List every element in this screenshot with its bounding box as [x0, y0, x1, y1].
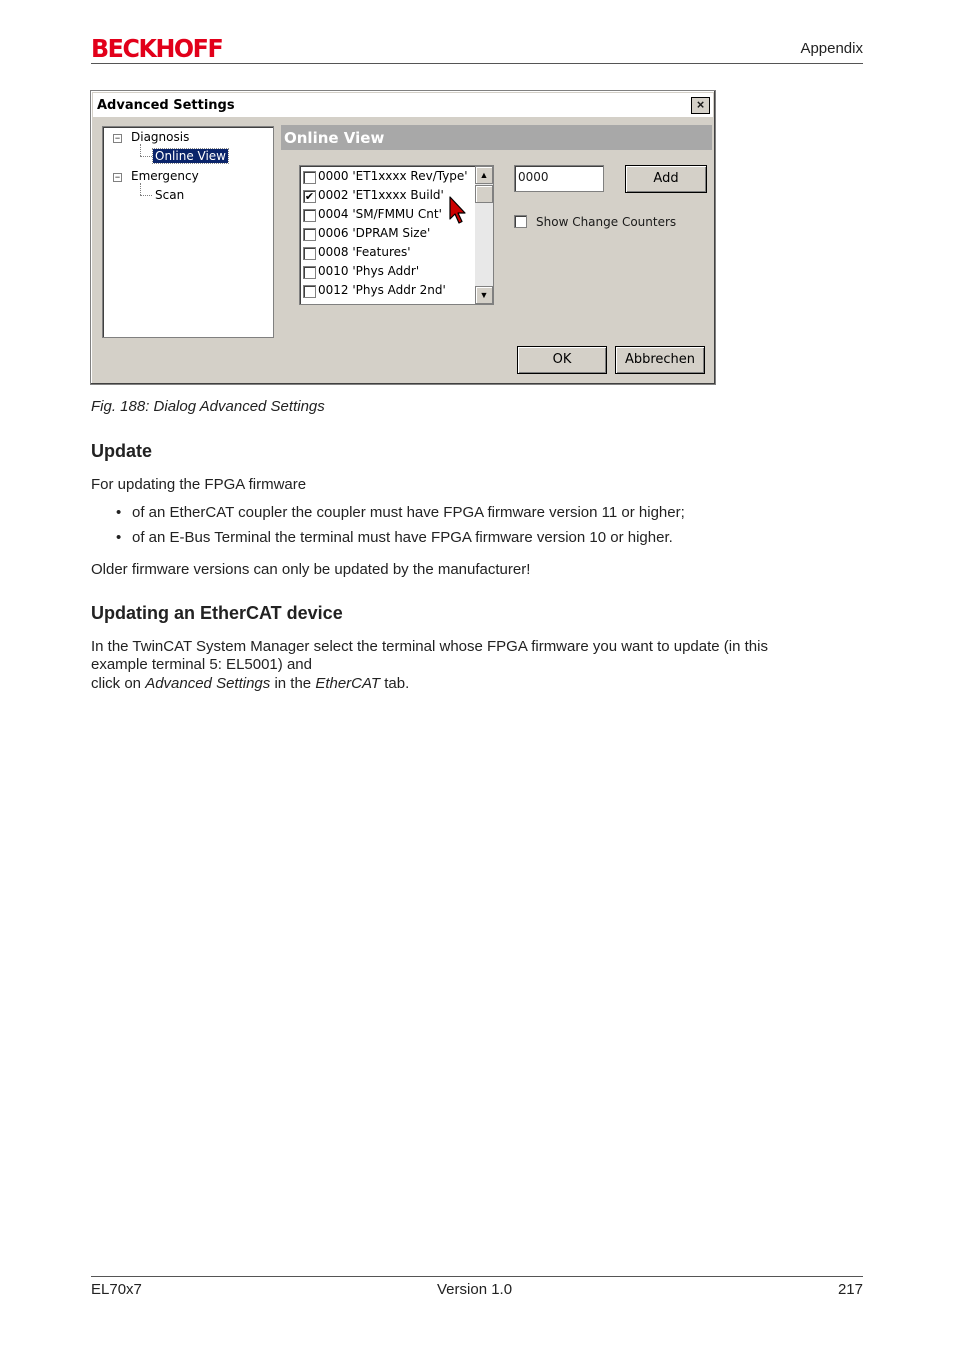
scroll-thumb[interactable]	[475, 185, 493, 203]
bullet-item: of an E-Bus Terminal the terminal must have FPGA firmware version 10 or higher.	[132, 529, 673, 546]
section-heading-updating: Updating an EtherCAT device	[91, 603, 343, 623]
advanced-settings-dialog: Advanced Settings × − Diagnosis Online View − Emergency Scan Online View 0000 'ET1xxxx Rev/Type' ✔ 0002 'ET1xxxx Build' 0004 'SM/FMMU Cnt' 0006 'DPRAM Size' 0008 'Features' 0010 'Phys Addr' 0012 'Phys Addr 2nd' ▲ ▼ 0000 Add Show Change Counters OK Abbrechen	[90, 90, 716, 385]
close-button[interactable]: ×	[691, 97, 710, 114]
dialog-title: Advanced Settings	[97, 98, 235, 113]
tree-item-diagnosis[interactable]: Diagnosis	[131, 130, 190, 144]
emphasis-ethercat: EtherCAT	[315, 675, 381, 692]
address-input[interactable]: 0000	[514, 165, 604, 192]
emphasis-advanced-settings: Advanced Settings	[145, 675, 271, 692]
checkbox[interactable]	[303, 285, 316, 298]
scroll-down-icon[interactable]: ▼	[475, 286, 493, 304]
collapse-icon[interactable]: −	[114, 172, 121, 182]
tree-item-online-view[interactable]: Online View	[155, 149, 226, 163]
update-intro: For updating the FPGA firmware	[91, 476, 307, 493]
dialog-title-bar	[93, 93, 713, 117]
collapse-icon[interactable]: −	[114, 133, 121, 143]
header-section-label: Appendix	[800, 40, 863, 57]
checkbox[interactable]	[303, 171, 316, 184]
footer-version: Version 1.0	[437, 1281, 513, 1298]
tree-connector	[140, 195, 152, 196]
register-list[interactable]: 0000 'ET1xxxx Rev/Type' ✔ 0002 'ET1xxxx Build' 0004 'SM/FMMU Cnt' 0006 'DPRAM Size' 0008 'Features' 0010 'Phys Addr' 0012 'Phys Addr 2nd' ▲ ▼	[299, 165, 494, 305]
add-button[interactable]: Add	[625, 165, 707, 193]
checkbox-checked[interactable]: ✔	[304, 190, 315, 203]
tree-item-scan[interactable]: Scan	[155, 188, 185, 202]
update-note: Older firmware versions can only be updated by the manufacturer!	[91, 561, 531, 578]
scroll-up-icon[interactable]: ▲	[475, 166, 493, 184]
paragraph-line: example terminal 5: EL5001) and	[91, 656, 312, 673]
tree-item-emergency[interactable]: Emergency	[131, 169, 199, 183]
footer-product: EL70x7	[91, 1281, 142, 1298]
header-divider	[91, 63, 863, 64]
tree-connector	[140, 183, 141, 195]
bullet-icon: •	[116, 529, 122, 546]
paragraph-line: In the TwinCAT System Manager select the terminal whose FPGA firmware you want to update (in this	[91, 638, 768, 655]
beckhoff-logo: BECKHOFF	[91, 34, 223, 63]
section-heading-update: Update	[91, 441, 153, 461]
footer-divider	[91, 1276, 863, 1277]
checkbox[interactable]	[303, 209, 316, 222]
vertical-scrollbar[interactable]	[475, 166, 493, 304]
settings-tree	[102, 126, 274, 338]
bullet-icon: •	[116, 504, 122, 521]
figure-caption: Fig. 188: Dialog Advanced Settings	[91, 398, 325, 415]
mouse-pointer-icon	[448, 196, 468, 226]
bullet-item: of an EtherCAT coupler the coupler must have FPGA firmware version 11 or higher;	[132, 504, 685, 521]
checkbox[interactable]	[514, 215, 527, 228]
ok-button[interactable]: OK	[517, 346, 607, 374]
checkbox[interactable]	[303, 247, 316, 260]
page-number: 217	[837, 1281, 863, 1298]
panel-header	[281, 125, 712, 150]
panel-title: Online View	[284, 129, 385, 147]
checkbox[interactable]	[303, 266, 316, 279]
tree-connector	[140, 156, 152, 157]
checkbox[interactable]	[303, 228, 316, 241]
cancel-button[interactable]: Abbrechen	[615, 346, 705, 374]
paragraph-line: click on Advanced Settings in the EtherCAT tab.	[91, 675, 410, 692]
tree-connector	[140, 144, 141, 156]
